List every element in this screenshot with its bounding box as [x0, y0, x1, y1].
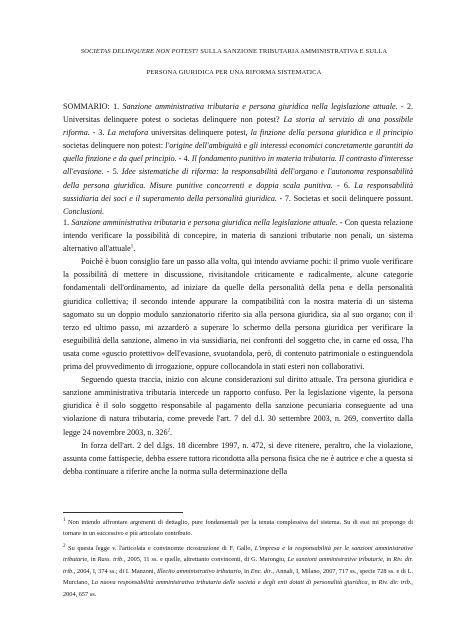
- summary-paragraph: [63, 100, 413, 218]
- footnote-separator: [63, 512, 183, 513]
- summary-item-5-number: - 5.: [103, 167, 122, 177]
- footnote-2-part-h: Riv. dir. trib: [63, 556, 413, 575]
- footnote-2: [63, 543, 413, 600]
- footnote-2-part-a: Su questa legge v. l'articolata e convincente ricostruzione di F. Gallo,: [65, 545, 255, 552]
- section-1-heading: Sanzione amministrativa tributaria e persona giuridica nella legislazione attuale.: [71, 218, 338, 227]
- footnote-2-part-j: Illecito amministrativo tributario: [156, 567, 241, 575]
- section-1: [63, 216, 413, 478]
- footnote-2-part-k: , in: [240, 567, 251, 575]
- summary-item-7-part-a: Societas et socii delinquere possunt.: [293, 193, 413, 203]
- section-1-intro-paragraph: [63, 216, 413, 255]
- footnote-2-part-n: La nuova responsabilità amministrativa tributaria delle società e degli enti dotati di personalità giuridica: [91, 579, 368, 587]
- summary-label: SOMMARIO:: [63, 102, 114, 111]
- footnote-2-number: 2: [63, 543, 66, 549]
- footnote-1-number: 1: [63, 517, 66, 523]
- summary-item-4: Il fondamento punitivo in materia tributaria. Il contrasto d'interesse all'evasione.: [63, 154, 414, 177]
- summary-item-2-number: - 2. Universitas delinquere potest o societas delinquere non potest?: [63, 102, 414, 125]
- footnote-2-part-i: ., 2004, I, 374 ss.; di I. Manzoni,: [72, 567, 157, 575]
- summary-item-5: Idee sistematiche di riforma: la responsabilità dell'organo e l'autonoma responsabilità della persona giuridica. Misure punitive concorrenti e doppia scala punitiva.: [63, 167, 413, 190]
- summary-item-3-part-d: societas delinquere non potest:: [63, 141, 166, 151]
- body-paragraph-3-end: .: [170, 427, 173, 437]
- document-title-line-2: PERSONA GIURIDICA PER UNA RIFORMA SISTEMATICA: [146, 69, 322, 76]
- footnote-2-part-g: , in: [382, 556, 394, 564]
- summary-item-4-number: - 4.: [176, 154, 192, 164]
- footnote-2-part-o: , in: [367, 579, 379, 587]
- body-paragraph-3-text: Seguendo questa traccia, inizio con alcune considerazioni sul diritto attuale. Tra persona giuridica e sanzione amministrativa tributaria intercede un rapporto confuso. Per la legislazione vigente, la persona giuridica è il solo soggetto responsabile al pagamento della sanzione pecuniaria conseguente ad una violazione di natura tributaria, come prevede l'art. 7 del d.l. 30 settembre 2003, n. 269, convertito dalla legge 24 novembre 2003, n. 326: [63, 375, 413, 437]
- footnote-2-part-b: L'impresa e la responsabilità per le sanzioni amministrative tributarie: [63, 545, 413, 564]
- summary-item-1: Sanzione amministrativa tributaria e persona giuridica nella legislazione attuale.: [122, 102, 398, 111]
- footnote-ref-1[interactable]: 1: [130, 244, 134, 250]
- footnote-2-part-d: Rass. trib: [97, 556, 123, 564]
- section-1-intro: - Con questa relazione intendo verificare la possibilità di concepire, in materia di sanzioni tributarie non penali, un sistema alternativo all'attuale: [63, 218, 414, 254]
- footnote-2-part-l: Enc. dir: [250, 567, 272, 575]
- summary-item-3-part-c: la finzione della persona giuridica e il principio: [250, 128, 413, 138]
- footnote-2-part-q: ., 2004, 657 ss.: [63, 579, 413, 598]
- footnote-1: [63, 517, 413, 540]
- summary-item-2: La storia al servizio di una possibile riforma.: [63, 115, 413, 138]
- footnote-2-part-f: Le sanzioni amministrative tributarie: [287, 556, 383, 564]
- summary-item-3-part-a: La metafora: [107, 128, 149, 138]
- summary-item-7-number: - 7.: [276, 193, 294, 203]
- summary-item-1-number: 1.: [113, 102, 123, 111]
- footnote-2-part-e: ., 2005, 11 ss. e quelle, altrettanto convincenti, di G. Marongiu,: [122, 556, 288, 564]
- body-paragraph-2: Poiché è buon consiglio fare un passo alla volta, qui intendo avviarne pochi: il primo vuole verificare la possibilità di mettere in discussione, rivisitandole criticamente e radicalmente, alcune categorie fondamentali dell'ordinamento, ad iniziare da quelle della personalità della pena e della personalità giuridica collettiva; il secondo intende appurare la compatibilità con la nostra materia di un sistema sagomato su un doppio modulo sanzionatorio riferito sia alla persona giuridica, sia al suo organo; con il terzo ed ultimo passo, mi azzarderò a superare lo schermo della persona giuridica per verificare la eseguibilità della sanzione, almeno in via sussidiaria, nei confronti del soggetto che, in carne ed ossa, l'ha usata come «guscio protettivo» dell'evasione, svuotandola, però, di contenuto patrimoniale o estinguendola prima del provvedimento di irrogazione, oppure collocandola in stati esteri non collaborativi.: [63, 257, 413, 372]
- title-latin-phrase: SOCIETAS DELINQUERE NON POTEST: [80, 48, 196, 55]
- footnote-ref-2[interactable]: 2: [167, 427, 171, 433]
- summary-item-3-part-b: universitas delinquere potest,: [148, 128, 251, 138]
- footnote-1-text: Non intendo affrontare argomenti di dettaglio, pure fondamentali per la tenuta complessiva del sistema. Su di essi mi propongo di tornare in un successivo e più articolato contributo.: [63, 519, 413, 538]
- footnote-2-part-c: , in: [87, 556, 98, 564]
- section-1-intro-end: .: [133, 244, 136, 254]
- body-paragraph-4: In forza dell'art. 2 del d.lgs. 18 dicembre 1997, n. 472, si deve ritenere, peraltro, che la violazione, assunta come fattispecie, debba essere tuttora ricondotta alla persona fisica che ne è autrice e che a questa si debba continuare a riferire anche la norma sulla determinazione della: [63, 440, 413, 476]
- summary-item-6: La responsabilità sussidiaria dei soci e il superamento della personalità giuridica.: [63, 180, 414, 203]
- footnote-2-part-p: Riv. dir. trib: [378, 579, 410, 587]
- summary-item-6-number: - 6.: [332, 180, 355, 190]
- section-1-number: 1.: [63, 218, 72, 227]
- summary-item-3-number: - 3.: [89, 128, 108, 138]
- title-text: ? SULLA SANZIONE TRIBUTARIA AMMINISTRATIVA E SULLA: [195, 48, 388, 55]
- summary-item-3-part-e: l'origine dell'ambiguità e gli interessi economici concretamente garantiti da quella finzione e da quel principio.: [63, 141, 413, 164]
- document-title-line-1: [64, 48, 404, 55]
- footnote-2-part-m: ., Annali, I, Milano, 2007, 717 ss., specie 728 ss. e di L. Murciano,: [63, 567, 413, 587]
- body-paragraph-3: [63, 373, 413, 438]
- summary-item-7-part-b: Conclusioni.: [63, 206, 105, 216]
